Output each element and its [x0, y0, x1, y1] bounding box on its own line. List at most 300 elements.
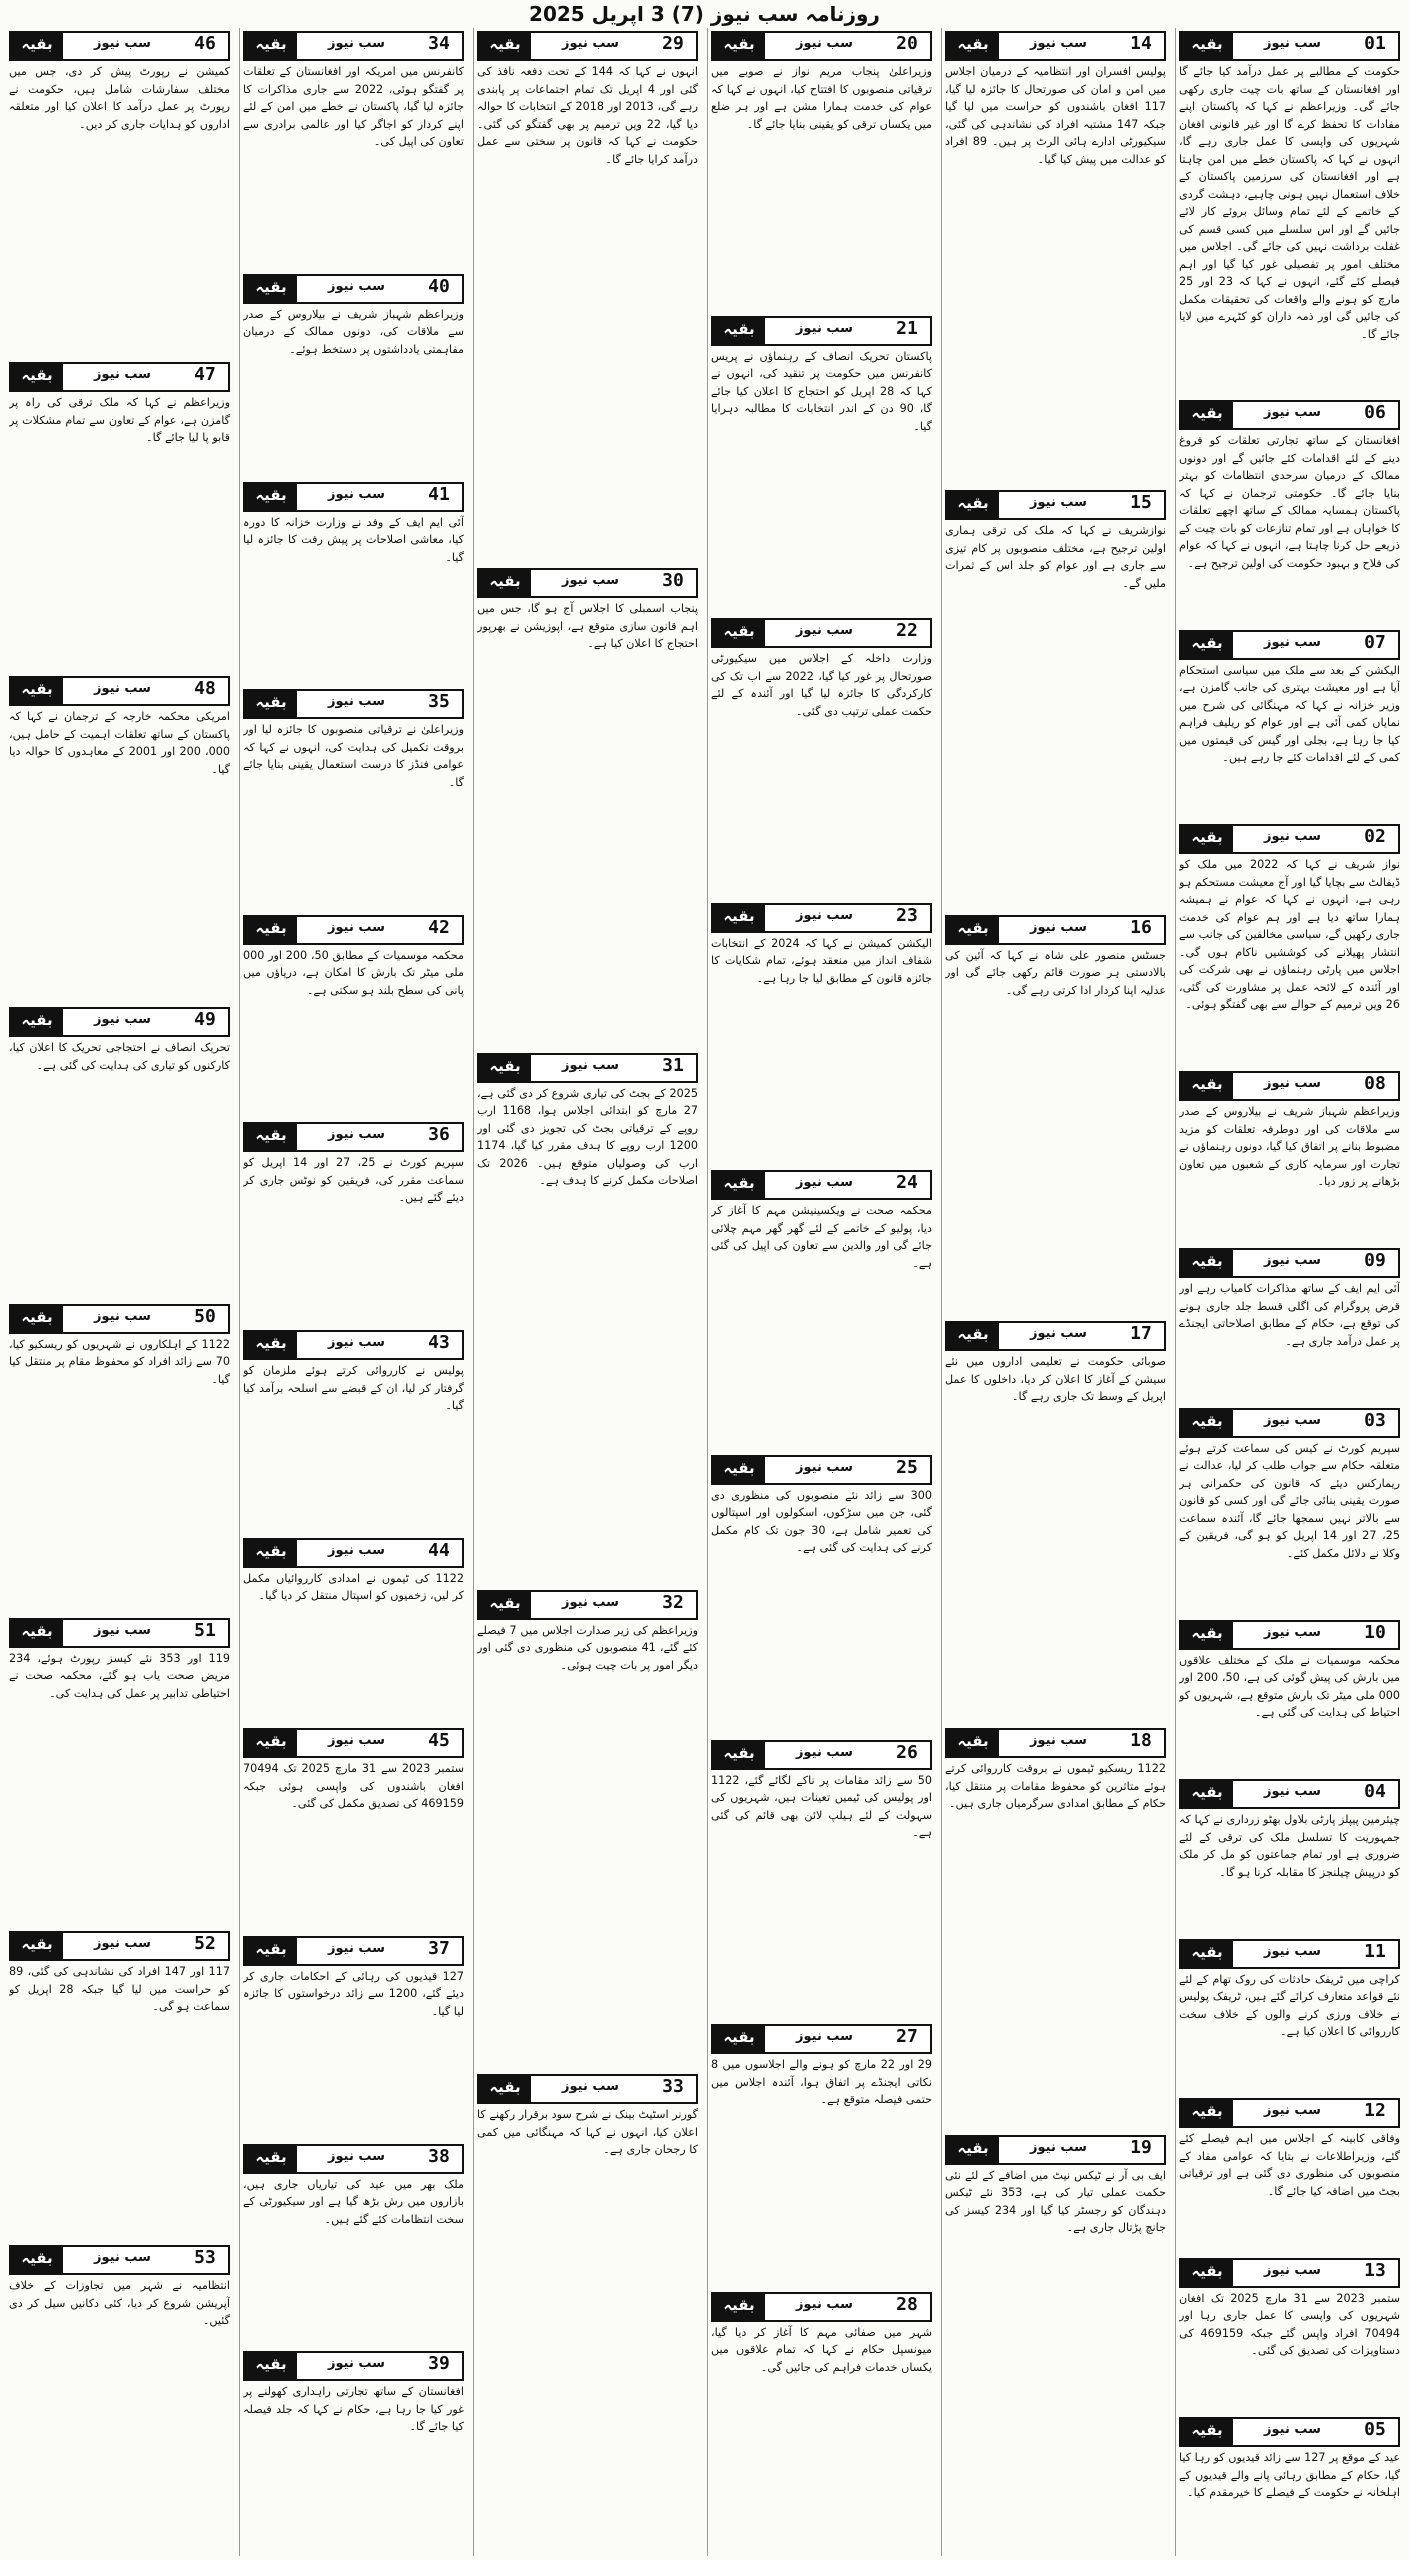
continuation-title: سب نیوز — [999, 2137, 1118, 2163]
continuation-number: 27 — [884, 2026, 930, 2052]
continuation-badge: بقیہ — [1181, 826, 1233, 852]
continuation-badge: بقیہ — [1181, 1622, 1233, 1648]
continuation-block — [9, 2242, 230, 2556]
continuation-header — [9, 1618, 230, 1648]
continuation-badge: بقیہ — [11, 2247, 63, 2273]
continuation-number: 13 — [1352, 2260, 1398, 2286]
continuation-title: سب نیوز — [1233, 1622, 1352, 1648]
continuation-block — [9, 1301, 230, 1615]
continuation-title: سب نیوز — [765, 905, 884, 931]
continuation-title: سب نیوز — [765, 1742, 884, 1768]
continuation-badge: بقیہ — [1181, 2419, 1233, 2445]
continuation-title: سب نیوز — [297, 1540, 416, 1566]
news-column — [1175, 28, 1403, 2556]
continuation-number: 03 — [1352, 1410, 1398, 1436]
continuation-block — [1179, 821, 1400, 1068]
continuation-number: 33 — [650, 2076, 696, 2102]
continuation-title: سب نیوز — [531, 33, 650, 59]
continuation-badge: بقیہ — [245, 1332, 297, 1358]
continuation-block — [1179, 1936, 1400, 2095]
continuation-text: افغانستان کے ساتھ تجارتی تعلقات کو فروغ دینے کے لئے اقدامات کئے جائیں گے اور دونوں ممالک کے درمیان سرحدی انتظامات کو بہتر بنایا جائے گا۔ حکومتی ترجمان نے کہا کہ پاکستان ہمسایہ ممالک کے ساتھ اچھے تعلقات کا خواہاں ہے اور تمام تنازعات کو بات چیت کے ذریعے حل کرنا چاہتا ہے، انہوں نے کہا کہ عوام کی فلاح و بہبود حکومت کی اولین ترجیح ہے۔ — [1179, 434, 1400, 570]
news-column — [6, 28, 233, 2556]
continuation-text: ستمبر 2023 سے 31 مارچ 2025 تک 70494 افغان باشندوں کی واپسی ہوئی جبکہ 469159 کی تصدیق مکمل کی گئی۔ — [243, 1762, 464, 1810]
continuation-header — [9, 2245, 230, 2275]
continuation-text: وزیراعظم کی زیر صدارت اجلاس میں 7 فیصلے کئے گئے، 41 منصوبوں کی منظوری دی گئی اور دیگر امور پر بات چیت ہوئی۔ — [477, 1623, 698, 1672]
continuation-block — [711, 615, 932, 900]
continuation-number: 36 — [416, 1124, 462, 1150]
continuation-badge: بقیہ — [1181, 1073, 1233, 1099]
continuation-block — [1179, 2255, 1400, 2414]
continuation-badge: بقیہ — [245, 484, 297, 510]
continuation-title: سب نیوز — [297, 1938, 416, 1964]
continuation-title: سب نیوز — [999, 492, 1118, 518]
continuation-badge: بقیہ — [947, 2137, 999, 2163]
continuation-title: سب نیوز — [1233, 1941, 1352, 1967]
continuation-text: سپریم کورٹ نے 25، 27 اور 14 اپریل کو سماعت مقرر کی، فریقین کو نوٹس جاری کر دیئے گئے ہیں۔ — [243, 1156, 464, 1205]
continuation-text: آئی ایم ایف کے وفد نے وزارت خزانہ کا دورہ کیا، معاشی اصلاحات پر پیش رفت کا جائزہ لیا گیا۔ — [243, 515, 464, 564]
continuation-number: 23 — [884, 905, 930, 931]
continuation-text: چیئرمین پیپلز پارٹی بلاول بھٹو زرداری نے کہا کہ جمہوریت کا تسلسل ملک کی ترقی کے لئے ضروری ہے اور تمام جماعتوں کو مل کر ملک کو درپیش چیلنجز کا مقابلہ کرنا ہو گا۔ — [1179, 1813, 1400, 1879]
continuation-title: سب نیوز — [297, 1332, 416, 1358]
news-column — [707, 28, 935, 2556]
continuation-badge: بقیہ — [11, 1009, 63, 1035]
continuation-header — [1179, 1620, 1400, 1650]
continuation-number: 50 — [182, 1306, 228, 1332]
continuation-block — [9, 1928, 230, 2242]
continuation-header — [711, 31, 932, 61]
continuation-badge: بقیہ — [245, 691, 297, 717]
continuation-title: سب نیوز — [63, 1933, 182, 1959]
continuation-badge: بقیہ — [1181, 1781, 1233, 1807]
continuation-title: سب نیوز — [531, 2076, 650, 2102]
continuation-block — [945, 1318, 1166, 1725]
continuation-header — [243, 31, 464, 61]
continuation-title: سب نیوز — [297, 2353, 416, 2379]
news-column — [239, 28, 467, 2556]
continuation-number: 22 — [884, 620, 930, 646]
continuation-badge: بقیہ — [947, 1730, 999, 1756]
continuation-badge: بقیہ — [1181, 2100, 1233, 2126]
continuation-number: 15 — [1118, 492, 1164, 518]
continuation-text: جسٹس منصور علی شاہ نے کہا کہ آئین کی بالادستی ہر صورت قائم رکھی جائے گی اور عدلیہ اپنا کردار ادا کرتی رہے گی۔ — [945, 948, 1166, 997]
continuation-number: 52 — [182, 1933, 228, 1959]
continuation-number: 51 — [182, 1620, 228, 1646]
continuation-block — [945, 1725, 1166, 2132]
continuation-number: 39 — [416, 2353, 462, 2379]
continuation-block — [1179, 627, 1400, 821]
continuation-block — [945, 28, 1166, 487]
continuation-header — [1179, 2417, 1400, 2447]
continuation-number: 06 — [1352, 402, 1398, 428]
continuation-title: سب نیوز — [765, 1457, 884, 1483]
continuation-number: 26 — [884, 1742, 930, 1768]
continuation-title: سب نیوز — [297, 276, 416, 302]
continuation-text: نواز شریف نے کہا کہ 2022 میں ملک کو ڈیفالٹ سے بچایا گیا اور آج معیشت مستحکم ہو رہی ہے، انہوں نے کہا کہ عوام نے ہمیشہ ہمارا ساتھ دیا ہے اور ہم عوام کی خدمت جاری رکھیں گے، سیاسی مخالفین کی جانب سے انتشار پھیلانے کی کوششیں ناکام ہوں گی۔ اجلاس میں پارٹی رہنماؤں نے بھی شرکت کی اور آئندہ کے لائحہ عمل پر مشاورت کی گئی، 26 ویں ترمیم کے حوالے سے بھی گفتگو ہوئی۔ — [1179, 858, 1400, 1012]
continuation-title: سب نیوز — [1233, 2419, 1352, 2445]
continuation-number: 24 — [884, 1172, 930, 1198]
continuation-number: 46 — [182, 33, 228, 59]
continuation-header — [243, 689, 464, 719]
continuation-badge: بقیہ — [713, 1172, 765, 1198]
continuation-block — [243, 912, 464, 1120]
continuation-number: 45 — [416, 1730, 462, 1756]
continuation-number: 28 — [884, 2294, 930, 2320]
continuation-number: 10 — [1352, 1622, 1398, 1648]
continuation-block — [1179, 1068, 1400, 1245]
continuation-header — [711, 1740, 932, 1770]
continuation-title: سب نیوز — [765, 2294, 884, 2320]
continuation-text: الیکشن کے بعد سے ملک میں سیاسی استحکام آیا ہے اور معیشت بہتری کی جانب گامزن ہے، وزیر خزانہ نے کہا کہ مہنگائی کی شرح میں نمایاں کمی آئی ہے اور عوام کو ریلیف فراہم کیا جا رہا ہے، بجلی اور گیس کی قیمتوں میں کمی کے لئے اقدامات کئے جا رہے ہیں۔ — [1179, 663, 1400, 765]
continuation-text: کانفرنس میں امریکہ اور افغانستان کے تعلقات پر گفتگو ہوئی، 2022 سے جاری مذاکرات کا جائزہ لیا گیا، پاکستان نے خطے میں امن کے لئے اپنے کردار کو اجاگر کیا اور عالمی برادری سے تعاون کی اپیل کی۔ — [243, 65, 464, 148]
continuation-number: 04 — [1352, 1781, 1398, 1807]
continuation-badge: بقیہ — [479, 33, 531, 59]
continuation-block — [945, 912, 1166, 1319]
continuation-block — [1179, 1245, 1400, 1404]
continuation-header — [711, 1170, 932, 1200]
continuation-number: 17 — [1118, 1323, 1164, 1349]
continuation-number: 37 — [416, 1938, 462, 1964]
continuation-header — [1179, 630, 1400, 660]
continuation-header — [9, 1304, 230, 1334]
continuation-block — [9, 1004, 230, 1300]
continuation-number: 30 — [650, 570, 696, 596]
continuation-title: سب نیوز — [531, 1592, 650, 1618]
continuation-text: محکمہ موسمیات نے ملک کے مختلف علاقوں میں بارش کی پیش گوئی کی ہے، 50، 200 اور 000 ملی میٹر تک بارش متوقع ہے، شہریوں کو احتیاط کی ہدایت کی گئی ہے۔ — [1179, 1653, 1400, 1720]
continuation-title: سب نیوز — [999, 1730, 1118, 1756]
continuation-text: وزیراعظم نے کہا کہ ملک ترقی کی راہ پر گامزن ہے، عوام کے تعاون سے تمام مشکلات پر قابو پا لیا جائے گا۔ — [9, 396, 230, 445]
continuation-header — [945, 915, 1166, 945]
continuation-title: سب نیوز — [765, 318, 884, 344]
continuation-number: 35 — [416, 691, 462, 717]
continuation-text: پولیس نے کارروائی کرتے ہوئے ملزمان کو گرفتار کر لیا، ان کے قبضے سے اسلحہ برآمد کیا گیا۔ — [243, 1364, 464, 1412]
continuation-badge: بقیہ — [479, 2076, 531, 2102]
continuation-title: سب نیوز — [999, 1323, 1118, 1349]
continuation-title: سب نیوز — [765, 620, 884, 646]
continuation-header — [243, 482, 464, 512]
continuation-title: سب نیوز — [765, 2026, 884, 2052]
continuation-header — [945, 1728, 1166, 1758]
continuation-block — [9, 359, 230, 673]
continuation-number: 34 — [416, 33, 462, 59]
continuation-text: وزیراعلیٰ نے ترقیاتی منصوبوں کا جائزہ لیا اور بروقت تکمیل کی ہدایت کی، انہوں نے کہا کہ عوامی فنڈز کا درست استعمال یقینی بنایا جائے گا۔ — [243, 723, 464, 789]
continuation-number: 18 — [1118, 1730, 1164, 1756]
continuation-block — [477, 2071, 698, 2556]
continuation-badge: بقیہ — [11, 1306, 63, 1332]
continuation-text: تحریک انصاف نے احتجاجی تحریک کا اعلان کیا، کارکنوں کو تیاری کی ہدایت کی گئی ہے۔ — [9, 1041, 230, 1072]
continuation-title: سب نیوز — [297, 33, 416, 59]
continuation-text: کراچی میں ٹریفک حادثات کی روک تھام کے لئے نئے قواعد متعارف کرائے گئے ہیں، ٹریفک پولیس نے خلاف ورزی کرنے والوں کے خلاف سخت کارروائی کا اعلان کیا ہے۔ — [1179, 1972, 1400, 2039]
continuation-badge: بقیہ — [245, 1730, 297, 1756]
continuation-title: سب نیوز — [297, 691, 416, 717]
continuation-text: پولیس افسران اور انتظامیہ کے درمیان اجلاس میں امن و امان کی صورتحال کا جائزہ لیا گیا، 117 افغان باشندوں کو حراست میں لیا گیا جبکہ 147 مشتبہ افراد کی نشاندہی کی گئی، سیکیورٹی ادارے ہائی الرٹ پر ہیں۔ 89 افراد کو عدالت میں پیش کیا گیا۔ — [945, 65, 1166, 166]
continuation-text: انتظامیہ نے شہر میں تجاوزات کے خلاف آپریشن شروع کر دیا، کئی دکانیں سیل کر دی گئیں۔ — [9, 2279, 230, 2328]
continuation-badge: بقیہ — [479, 1592, 531, 1618]
continuation-block — [9, 1615, 230, 1929]
continuation-block — [945, 487, 1166, 911]
continuation-text: ایف بی آر نے ٹیکس نیٹ میں اضافے کے لئے نئی حکمت عملی تیار کی ہے، 353 نئے ٹیکس دہندگان کو رجسٹر کیا گیا اور 234 کیسز کی جانچ پڑتال جاری ہے۔ — [945, 2168, 1166, 2235]
continuation-block — [1179, 2414, 1400, 2556]
continuation-header — [945, 1321, 1166, 1351]
continuation-title: سب نیوز — [999, 917, 1118, 943]
continuation-header — [1179, 2098, 1400, 2128]
continuation-text: 1122 ریسکیو ٹیموں نے بروقت کارروائی کرتے ہوئے متاثرین کو محفوظ مقامات پر منتقل کیا، حکام کے مطابق امدادی سرگرمیاں جاری ہیں۔ — [945, 1762, 1166, 1810]
continuation-block — [243, 1933, 464, 2141]
continuation-header — [9, 31, 230, 61]
continuation-title: سب نیوز — [1233, 2260, 1352, 2286]
continuation-number: 07 — [1352, 632, 1398, 658]
continuation-text: امریکی محکمہ خارجہ کے ترجمان نے کہا کہ پاکستان کے ساتھ تعلقات اہمیت کے حامل ہیں، 000، 200 اور 2001 کے معاہدوں کا حوالہ دیا گیا۔ — [9, 710, 230, 776]
continuation-text: پاکستان تحریک انصاف کے رہنماؤں نے پریس کانفرنس میں حکومت پر تنقید کی، انہوں نے کہا کہ 28 اپریل کو احتجاج کا اعلان کیا جائے گا، 90 دن کے اندر انتخابات کا مطالبہ دہرایا گیا۔ — [711, 349, 932, 433]
continuation-number: 53 — [182, 2247, 228, 2273]
continuation-title: سب نیوز — [1233, 1250, 1352, 1276]
continuation-header — [9, 362, 230, 392]
continuation-title: سب نیوز — [1233, 826, 1352, 852]
continuation-block — [477, 565, 698, 1050]
continuation-number: 43 — [416, 1332, 462, 1358]
continuation-block — [711, 2289, 932, 2556]
continuation-badge: بقیہ — [713, 905, 765, 931]
continuation-block — [9, 673, 230, 1004]
continuation-badge: بقیہ — [1181, 1410, 1233, 1436]
continuation-title: سب نیوز — [1233, 33, 1352, 59]
continuation-number: 14 — [1118, 33, 1164, 59]
continuation-text: 117 اور 147 افراد کی نشاندہی کی گئی، 89 کو حراست میں لیا گیا جبکہ 28 اپریل کو سماعت ہو گی۔ — [9, 1965, 230, 2014]
continuation-block — [477, 1050, 698, 1587]
continuation-number: 40 — [416, 276, 462, 302]
continuation-number: 47 — [182, 364, 228, 390]
continuation-block — [477, 1587, 698, 2072]
continuation-title: سب نیوز — [297, 917, 416, 943]
continuation-header — [9, 1007, 230, 1037]
continuation-badge: بقیہ — [947, 917, 999, 943]
continuation-block — [711, 1737, 932, 2022]
continuation-title: سب نیوز — [63, 33, 182, 59]
continuation-badge: بقیہ — [713, 1457, 765, 1483]
continuation-header — [711, 618, 932, 648]
continuation-header — [1179, 824, 1400, 854]
continuation-number: 25 — [884, 1457, 930, 1483]
continuation-header — [243, 915, 464, 945]
continuation-block — [945, 2132, 1166, 2556]
continuation-header — [243, 274, 464, 304]
continuation-title: سب نیوز — [297, 1730, 416, 1756]
continuation-header — [711, 2292, 932, 2322]
continuation-number: 44 — [416, 1540, 462, 1566]
continuation-header — [711, 1455, 932, 1485]
continuation-block — [9, 28, 230, 359]
continuation-text: 29 اور 22 مارچ کو ہونے والے اجلاسوں میں 8 نکاتی ایجنڈے پر اتفاق ہوا، آئندہ اجلاس میں حتمی فیصلہ متوقع ہے۔ — [711, 2058, 932, 2107]
continuation-title: سب نیوز — [1233, 1073, 1352, 1099]
continuation-title: سب نیوز — [63, 1009, 182, 1035]
continuation-badge: بقیہ — [713, 2026, 765, 2052]
continuation-number: 11 — [1352, 1941, 1398, 1967]
continuation-badge: بقیہ — [245, 33, 297, 59]
continuation-header — [9, 676, 230, 706]
news-column — [941, 28, 1169, 2556]
continuation-number: 32 — [650, 1592, 696, 1618]
continuation-title: سب نیوز — [531, 570, 650, 596]
continuation-title: سب نیوز — [297, 1124, 416, 1150]
continuation-text: 127 قیدیوں کی رہائی کے احکامات جاری کر دیئے گئے، 1200 سے زائد درخواستوں کا جائزہ لیا گیا۔ — [243, 1969, 464, 2018]
continuation-title: سب نیوز — [999, 33, 1118, 59]
continuation-header — [477, 1053, 698, 1083]
continuation-badge: بقیہ — [947, 1323, 999, 1349]
continuation-badge: بقیہ — [11, 1933, 63, 1959]
continuation-text: محکمہ موسمیات کے مطابق 50، 200 اور 000 ملی میٹر تک بارش کا امکان ہے، دریاؤں میں پانی کی سطح بلند ہو سکتی ہے۔ — [243, 948, 464, 997]
continuation-block — [711, 28, 932, 313]
continuation-title: سب نیوز — [1233, 632, 1352, 658]
continuation-badge: بقیہ — [11, 678, 63, 704]
continuation-number: 42 — [416, 917, 462, 943]
continuation-block — [1179, 2095, 1400, 2254]
continuation-block — [243, 271, 464, 479]
continuation-text: عید کے موقع پر 127 سے زائد قیدیوں کو رہا کیا گیا، حکام کے مطابق رہائی پانے والے قیدیوں کے اہلخانہ نے حکومت کے فیصلے کا خیرمقدم کیا۔ — [1179, 2451, 1400, 2500]
continuation-header — [243, 1538, 464, 1568]
continuation-block — [1179, 1617, 1400, 1776]
continuation-title: سب نیوز — [765, 1172, 884, 1198]
continuation-title: سب نیوز — [1233, 1781, 1352, 1807]
continuation-text: الیکشن کمیشن نے کہا کہ 2024 کے انتخابات شفاف انداز میں منعقد ہوئے، تمام شکایات کا جائزہ قانون کے مطابق لیا جا رہا ہے۔ — [711, 936, 932, 985]
continuation-title: سب نیوز — [63, 1306, 182, 1332]
continuation-text: وزیراعظم شہباز شریف نے بیلاروس کے صدر سے ملاقات کی، دونوں ممالک کے درمیان مفاہمتی یادداشتوں پر دستخط ہوئے۔ — [243, 307, 464, 356]
continuation-badge: بقیہ — [1181, 2260, 1233, 2286]
continuation-text: حکومت کے مطالبے پر عمل درآمد کیا جائے گا اور افغانستان کے ساتھ بات چیت جاری رکھی جائے گی۔ وزیراعظم نے کہا کہ پاکستان اپنے مفادات کا تحفظ کرے گا اور غیر قانونی افغان شہریوں کی واپسی کا عمل جاری رہے گا، انہوں نے کہا کہ پاکستان خطے میں امن چاہتا ہے اور افغانستان کی سرزمین پاکستان کے خلاف استعمال نہیں ہونی چاہیے، دہشت گردی کے خاتمے کے لئے تمام وسائل بروئے کار لائے جائیں گے اور اس سلسلے میں کسی قسم کی غفلت برداشت نہیں کی جائے گی۔ اجلاس میں مختلف امور پر تفصیلی غور کیا گیا اور اہم فیصلے کئے گئے، انہوں نے کہا کہ 23 اور 25 مارچ کو ہونے والے واقعات کی تحقیقات مکمل کی جائیں گی اور ذمہ داران کو کٹہرے میں لایا جائے گا۔ — [1179, 65, 1400, 341]
continuation-header — [945, 2135, 1166, 2165]
continuation-badge: بقیہ — [245, 276, 297, 302]
continuation-number: 08 — [1352, 1073, 1398, 1099]
continuation-block — [243, 28, 464, 271]
continuation-title: سب نیوز — [297, 484, 416, 510]
page-masthead: روزنامہ سب نیوز (7) 3 اپریل 2025 — [529, 2, 880, 26]
continuation-block — [243, 686, 464, 911]
continuation-badge: بقیہ — [713, 318, 765, 344]
continuation-header — [711, 316, 932, 346]
continuation-header — [1179, 400, 1400, 430]
continuation-badge: بقیہ — [479, 1055, 531, 1081]
continuation-title: سب نیوز — [1233, 2100, 1352, 2126]
continuation-block — [243, 1535, 464, 1725]
continuation-block — [1179, 397, 1400, 626]
continuation-badge: بقیہ — [245, 1540, 297, 1566]
continuation-block — [243, 1725, 464, 1933]
continuation-badge: بقیہ — [11, 33, 63, 59]
continuation-badge: بقیہ — [713, 33, 765, 59]
continuation-text: آئی ایم ایف کے ساتھ مذاکرات کامیاب رہے اور قرض پروگرام کی اگلی قسط جلد جاری ہونے کی توقع ہے، حکام کے مطابق اصلاحاتی ایجنڈے پر عمل درآمد جاری ہے۔ — [1179, 1282, 1400, 1348]
continuation-header — [243, 1330, 464, 1360]
continuation-block — [711, 1167, 932, 1452]
continuation-header — [1179, 1071, 1400, 1101]
continuation-badge: بقیہ — [11, 364, 63, 390]
continuation-text: 50 سے زائد مقامات پر ناکے لگائے گئے، 1122 اور پولیس کی ٹیمیں تعینات ہیں، شہریوں کی سہولت کے لئے ہیلپ لائن بھی قائم کی گئی ہے۔ — [711, 1773, 932, 1840]
continuation-text: محکمہ صحت نے ویکسینیشن مہم کا آغاز کر دیا، پولیو کے خاتمے کے لئے گھر گھر مہم چلائی جائے گی اور والدین سے تعاون کی اپیل کی گئی ہے۔ — [711, 1204, 932, 1270]
continuation-text: 1122 کے اہلکاروں نے شہریوں کو ریسکیو کیا، 70 سے زائد افراد کو محفوظ مقام پر منتقل کیا گیا۔ — [9, 1337, 230, 1386]
continuation-text: 1122 کی ٹیموں نے امدادی کارروائیاں مکمل کر لیں، زخمیوں کو اسپتال منتقل کر دیا گیا۔ — [243, 1571, 464, 1603]
continuation-title: سب نیوز — [63, 364, 182, 390]
continuation-block — [477, 28, 698, 565]
continuation-badge: بقیہ — [479, 570, 531, 596]
continuation-number: 05 — [1352, 2419, 1398, 2445]
continuation-header — [477, 1590, 698, 1620]
continuation-title: سب نیوز — [531, 1055, 650, 1081]
continuation-text: نوازشریف نے کہا کہ ملک کی ترقی ہماری اولین ترجیح ہے، مختلف منصوبوں پر کام تیزی سے جاری ہے اور عوام کو جلد اس کے ثمرات ملیں گے۔ — [945, 524, 1166, 590]
continuation-badge: بقیہ — [1181, 1250, 1233, 1276]
continuation-header — [1179, 1779, 1400, 1809]
continuation-badge: بقیہ — [713, 2294, 765, 2320]
continuation-block — [243, 2348, 464, 2556]
continuation-text: وفاقی کابینہ کے اجلاس میں اہم فیصلے کئے گئے، وزیراطلاعات نے بتایا کہ عوامی مفاد کے منصوبوں کی منظوری دی گئی ہے اور ترقیاتی بجٹ میں اضافہ کیا جائے گا۔ — [1179, 2132, 1400, 2198]
continuation-block — [711, 1452, 932, 1737]
continuation-badge: بقیہ — [713, 1742, 765, 1768]
continuation-text: انہوں نے کہا کہ 144 کے تحت دفعہ نافذ کی گئی اور 4 اپریل تک تمام اجتماعات پر پابندی رہے گی، 2013 اور 2018 کے انتخابات کا حوالہ دیا گیا، 22 ویں ترمیم پر بھی گفتگو کی گئی۔ حکومت نے کہا کہ قانون پر سختی سے عمل درآمد کرایا جائے گا۔ — [477, 65, 698, 166]
continuation-text: وزارت داخلہ کے اجلاس میں سیکیورٹی صورتحال پر غور کیا گیا، 2022 سے اب تک کی کارکردگی کا جائزہ لیا گیا اور آئندہ کے لئے حکمت عملی ترتیب دی گئی۔ — [711, 652, 932, 718]
continuation-header — [1179, 2258, 1400, 2288]
continuation-number: 41 — [416, 484, 462, 510]
continuation-badge: بقیہ — [245, 1938, 297, 1964]
continuation-text: وزیراعلیٰ پنجاب مریم نواز نے صوبے میں ترقیاتی منصوبوں کا افتتاح کیا، انہوں نے کہا کہ عوام کی خدمت ہمارا مشن ہے اور ہر ضلع میں یکساں ترقی کو یقینی بنایا جائے گا۔ — [711, 65, 932, 131]
continuation-header — [477, 568, 698, 598]
continuation-block — [1179, 28, 1400, 397]
continuation-header — [243, 2351, 464, 2381]
continuation-header — [243, 2144, 464, 2174]
continuation-badge: بقیہ — [1181, 632, 1233, 658]
continuation-block — [711, 2021, 932, 2288]
continuation-header — [477, 2074, 698, 2104]
continuation-number: 48 — [182, 678, 228, 704]
continuation-text: وزیراعظم شہباز شریف نے بیلاروس کے صدر سے ملاقات کی اور دوطرفہ تعلقات کو مزید مضبوط بنانے پر اتفاق کیا گیا، دونوں رہنماؤں نے تجارت اور سرمایہ کاری کے شعبوں میں تعاون بڑھانے پر زور دیا۔ — [1179, 1105, 1400, 1189]
continuation-number: 38 — [416, 2146, 462, 2172]
continuation-header — [243, 1728, 464, 1758]
continuation-text: 2025 کے بجٹ کی تیاری شروع کر دی گئی ہے، 27 مارچ کو ابتدائی اجلاس ہوا، 1168 ارب روپے کے ترقیاتی بجٹ کی تجویز دی گئی اور 1200 ارب روپے کا ہدف مقرر کیا گیا، 1174 ارب کی وصولیاں متوقع ہیں۔ 2026 تک اصلاحات مکمل کرنے کا ہدف ہے۔ — [477, 1086, 698, 1188]
continuation-badge: بقیہ — [1181, 33, 1233, 59]
continuation-badge: بقیہ — [245, 1124, 297, 1150]
continuation-number: 21 — [884, 318, 930, 344]
continuation-text: کمیشن نے رپورٹ پیش کر دی، جس میں مختلف سفارشات شامل ہیں، حکومت نے رپورٹ پر عمل درآمد کا اعلان کیا اور متعلقہ اداروں کو ہدایات جاری کر دیں۔ — [9, 65, 230, 131]
continuation-badge: بقیہ — [245, 917, 297, 943]
continuation-badge: بقیہ — [947, 33, 999, 59]
continuation-header — [1179, 1248, 1400, 1278]
continuation-title: سب نیوز — [63, 678, 182, 704]
continuation-block — [711, 900, 932, 1167]
continuation-badge: بقیہ — [11, 1620, 63, 1646]
continuation-header — [945, 490, 1166, 520]
columns-container — [6, 28, 1403, 2556]
continuation-block — [1179, 1776, 1400, 1935]
continuation-header — [711, 903, 932, 933]
continuation-block — [243, 1119, 464, 1327]
continuation-header — [243, 1122, 464, 1152]
continuation-header — [477, 31, 698, 61]
continuation-header — [1179, 1939, 1400, 1969]
continuation-number: 01 — [1352, 33, 1398, 59]
continuation-header — [1179, 1408, 1400, 1438]
continuation-number: 09 — [1352, 1250, 1398, 1276]
continuation-number: 12 — [1352, 2100, 1398, 2126]
continuation-badge: بقیہ — [713, 620, 765, 646]
continuation-number: 31 — [650, 1055, 696, 1081]
continuation-badge: بقیہ — [245, 2146, 297, 2172]
continuation-title: سب نیوز — [1233, 1410, 1352, 1436]
continuation-badge: بقیہ — [947, 492, 999, 518]
continuation-header — [711, 2024, 932, 2054]
continuation-number: 19 — [1118, 2137, 1164, 2163]
continuation-title: سب نیوز — [63, 1620, 182, 1646]
continuation-header — [9, 1931, 230, 1961]
continuation-number: 49 — [182, 1009, 228, 1035]
continuation-text: گورنر اسٹیٹ بینک نے شرح سود برقرار رکھنے کا اعلان کیا، انہوں نے کہا کہ مہنگائی میں کمی کا رجحان جاری ہے۔ — [477, 2108, 698, 2157]
continuation-text: سپریم کورٹ نے کیس کی سماعت کرتے ہوئے متعلقہ حکام سے جواب طلب کر لیا، عدالت نے ریمارکس دیئے کہ قانون کی حکمرانی ہر صورت یقینی بنائی جائے گی اور کسی کو قانون سے بالاتر نہیں سمجھا جائے گا، آئندہ سماعت 25، 27 اور 14 اپریل کو ہو گی، فریقین کے وکلا نے دلائل مکمل کئے۔ — [1179, 1441, 1400, 1560]
continuation-badge: بقیہ — [1181, 1941, 1233, 1967]
continuation-title: سب نیوز — [1233, 402, 1352, 428]
